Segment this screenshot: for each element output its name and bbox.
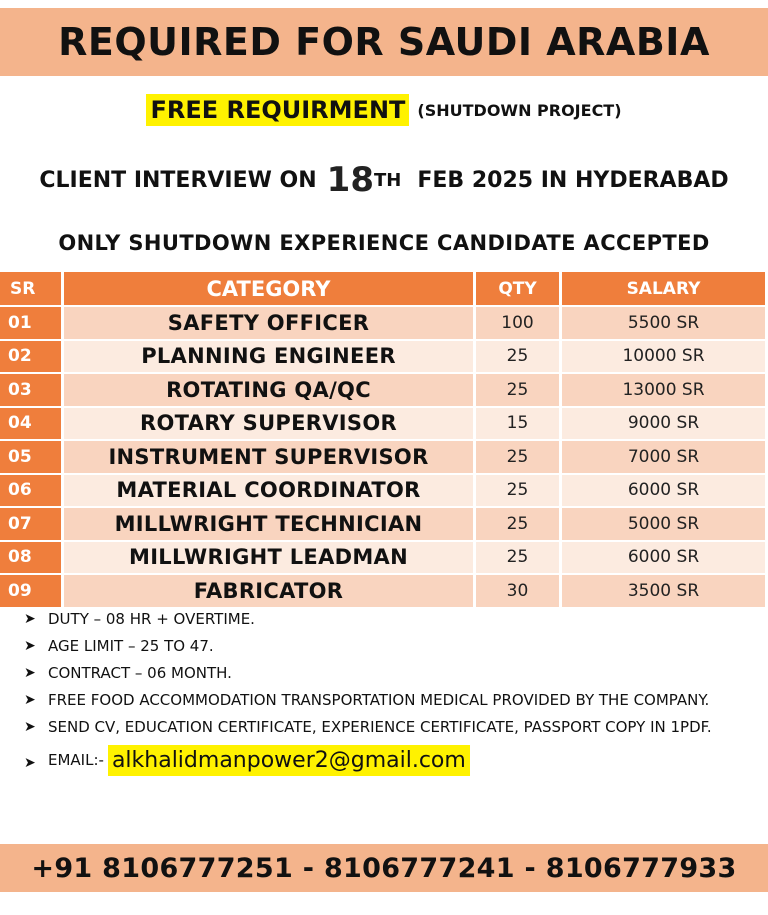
row-salary: 9000 SR	[562, 408, 768, 442]
table-row	[0, 408, 768, 442]
row-sr: 08	[0, 542, 64, 576]
arrow-bullet-icon: ➤	[24, 692, 36, 708]
arrow-bullet-icon: ➤	[24, 719, 36, 735]
row-qty: 25	[476, 374, 562, 408]
table-row	[0, 341, 768, 375]
row-salary: 5000 SR	[562, 508, 768, 542]
table-row	[0, 441, 768, 475]
row-category: PLANNING ENGINEER	[64, 341, 476, 375]
row-sr: 09	[0, 575, 64, 609]
row-salary: 5500 SR	[562, 307, 768, 341]
column-header-qty: QTY	[476, 272, 562, 307]
row-salary: 3500 SR	[562, 575, 768, 609]
table-row	[0, 575, 768, 609]
row-sr: 06	[0, 475, 64, 509]
arrow-bullet-icon: ➤	[24, 611, 36, 627]
arrow-bullet-icon: ➤	[24, 755, 36, 771]
shutdown-project-note: (SHUTDOWN PROJECT)	[417, 100, 622, 120]
arrow-bullet-icon: ➤	[24, 665, 36, 681]
row-qty: 25	[476, 508, 562, 542]
interview-prefix: CLIENT INTERVIEW ON	[39, 167, 317, 193]
free-requirement-highlight: FREE REQUIRMENT	[146, 94, 409, 126]
row-category: SAFETY OFFICER	[64, 307, 476, 341]
experience-notice: ONLY SHUTDOWN EXPERIENCE CANDIDATE ACCEPTED	[58, 231, 710, 255]
email-address[interactable]: alkhalidmanpower2@gmail.com	[108, 745, 470, 776]
table-row	[0, 307, 768, 341]
duty-note: DUTY – 08 HR + OVERTIME.	[48, 610, 255, 628]
row-salary: 7000 SR	[562, 441, 768, 475]
row-qty: 25	[476, 475, 562, 509]
row-category: INSTRUMENT SUPERVISOR	[64, 441, 476, 475]
list-item	[22, 606, 752, 633]
email-label: EMAIL:-	[48, 751, 104, 769]
row-qty: 15	[476, 408, 562, 442]
page-title: REQUIRED FOR SAUDI ARABIA	[58, 20, 710, 64]
list-item	[22, 745, 752, 776]
column-header-salary: SALARY	[562, 272, 768, 307]
row-qty: 25	[476, 441, 562, 475]
benefits-note: FREE FOOD ACCOMMODATION TRANSPORTATION MEDICAL PROVIDED BY THE COMPANY.	[48, 691, 710, 709]
row-category: MILLWRIGHT LEADMAN	[64, 542, 476, 576]
contract-note: CONTRACT – 06 MONTH.	[48, 664, 232, 682]
row-qty: 30	[476, 575, 562, 609]
row-qty: 25	[476, 341, 562, 375]
interview-date-location: FEB 2025 IN HYDERABAD	[417, 167, 729, 193]
row-category: ROTATING QA/QC	[64, 374, 476, 408]
row-category: ROTARY SUPERVISOR	[64, 408, 476, 442]
list-item	[22, 714, 752, 741]
job-table	[0, 272, 768, 609]
phone-numbers[interactable]: +91 8106777251 - 8106777241 - 8106777933	[31, 852, 737, 884]
row-sr: 07	[0, 508, 64, 542]
documents-note: SEND CV, EDUCATION CERTIFICATE, EXPERIENCE CERTIFICATE, PASSPORT COPY IN 1PDF.	[48, 718, 712, 736]
table-row	[0, 374, 768, 408]
row-category: MILLWRIGHT TECHNICIAN	[64, 508, 476, 542]
row-salary: 6000 SR	[562, 475, 768, 509]
row-salary: 13000 SR	[562, 374, 768, 408]
phone-banner	[0, 844, 768, 892]
column-header-sr: SR	[0, 272, 64, 307]
row-salary: 10000 SR	[562, 341, 768, 375]
row-sr: 05	[0, 441, 64, 475]
interview-line	[0, 152, 768, 208]
row-sr: 03	[0, 374, 64, 408]
row-category: FABRICATOR	[64, 575, 476, 609]
row-salary: 6000 SR	[562, 542, 768, 576]
title-banner	[0, 8, 768, 76]
age-note: AGE LIMIT – 25 TO 47.	[48, 637, 214, 655]
row-category: MATERIAL COORDINATOR	[64, 475, 476, 509]
column-header-category: CATEGORY	[64, 272, 476, 307]
interview-day-suffix: TH	[374, 169, 402, 191]
list-item	[22, 687, 752, 714]
table-row	[0, 542, 768, 576]
row-sr: 04	[0, 408, 64, 442]
table-row	[0, 475, 768, 509]
arrow-bullet-icon: ➤	[24, 638, 36, 654]
row-qty: 100	[476, 307, 562, 341]
table-header-row	[0, 272, 768, 307]
row-qty: 25	[476, 542, 562, 576]
row-sr: 02	[0, 341, 64, 375]
list-item	[22, 660, 752, 687]
list-item	[22, 633, 752, 660]
table-row	[0, 508, 768, 542]
row-sr: 01	[0, 307, 64, 341]
requirements-list	[22, 606, 752, 776]
interview-day: 18	[326, 160, 374, 200]
free-requirement-line	[0, 90, 768, 130]
